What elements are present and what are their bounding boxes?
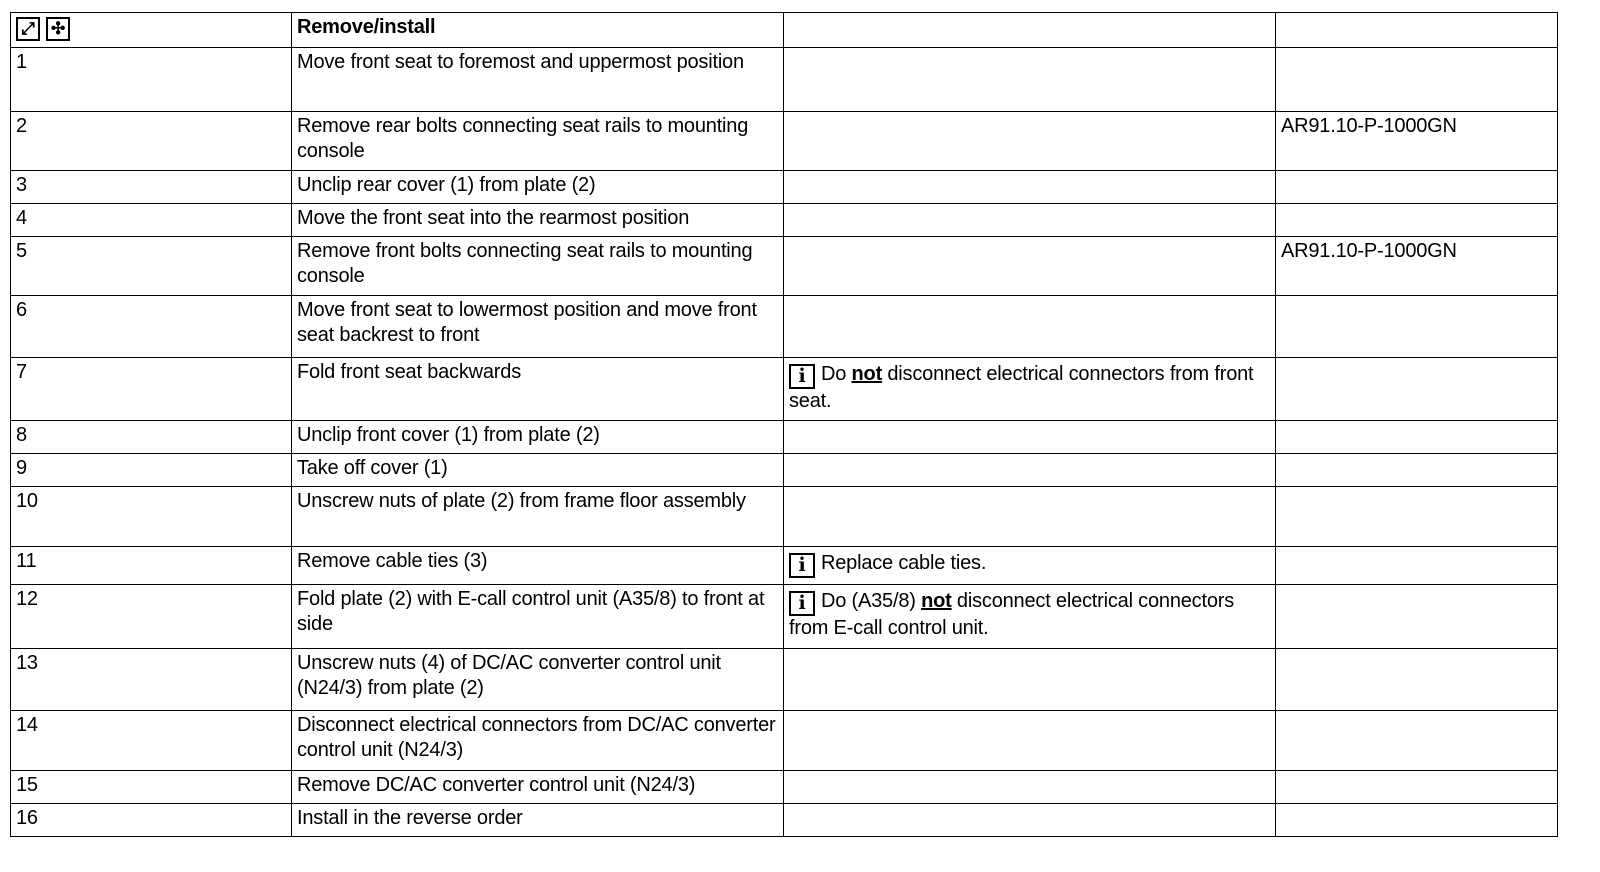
step-reference[interactable]: AR91.10-P-1000GN (1276, 112, 1558, 171)
step-text: Remove DC/AC converter control unit (N24/3) (292, 771, 784, 804)
table-header-row (11, 13, 1558, 48)
step-reference (1276, 487, 1558, 547)
table-row (11, 421, 1558, 454)
step-number: 5 (11, 237, 292, 296)
header-title: Remove/install (292, 13, 784, 48)
note-before: Do (821, 363, 852, 385)
step-text: Move front seat to foremost and uppermost position (292, 48, 784, 112)
note-emphasis: not (851, 363, 883, 385)
note-after: disconnect electrical connectors from E-call control unit. (789, 590, 1235, 639)
step-reference (1276, 171, 1558, 204)
table-row (11, 48, 1558, 112)
info-icon: i (789, 553, 815, 578)
step-note (784, 421, 1276, 454)
step-reference (1276, 771, 1558, 804)
step-note (784, 487, 1276, 547)
step-text: Take off cover (1) (292, 454, 784, 487)
step-note (784, 112, 1276, 171)
step-number: 15 (11, 771, 292, 804)
info-icon: i (789, 364, 815, 389)
step-number: 4 (11, 204, 292, 237)
step-reference (1276, 204, 1558, 237)
step-reference (1276, 358, 1558, 421)
step-note (784, 585, 1276, 649)
step-number: 9 (11, 454, 292, 487)
table-row (11, 771, 1558, 804)
header-ref-cell (1276, 13, 1558, 48)
table-row (11, 649, 1558, 711)
step-number: 10 (11, 487, 292, 547)
table-row (11, 585, 1558, 649)
note-before: Do (A35/8) (821, 590, 922, 612)
step-text: Unscrew nuts of plate (2) from frame floor assembly (292, 487, 784, 547)
table-row (11, 237, 1558, 296)
collapse-icon[interactable]: ✣ (46, 17, 70, 41)
step-number: 7 (11, 358, 292, 421)
step-number: 6 (11, 296, 292, 358)
info-icon: i (789, 591, 815, 616)
header-icons-cell (11, 13, 292, 48)
step-note (784, 771, 1276, 804)
step-text: Unscrew nuts (4) of DC/AC converter control unit (N24/3) from plate (2) (292, 649, 784, 711)
step-text: Remove cable ties (3) (292, 547, 784, 585)
step-reference (1276, 296, 1558, 358)
procedure-table (10, 12, 1558, 837)
step-note (784, 454, 1276, 487)
table-row (11, 804, 1558, 837)
step-number: 11 (11, 547, 292, 585)
table-row (11, 171, 1558, 204)
step-note (784, 358, 1276, 421)
table-row (11, 204, 1558, 237)
step-text: Move the front seat into the rearmost position (292, 204, 784, 237)
step-note (784, 204, 1276, 237)
step-reference (1276, 454, 1558, 487)
header-notes-cell (784, 13, 1276, 48)
step-number: 3 (11, 171, 292, 204)
table-row (11, 358, 1558, 421)
step-text: Unclip rear cover (1) from plate (2) (292, 171, 784, 204)
step-text: Fold plate (2) with E-call control unit (A35/8) to front at side (292, 585, 784, 649)
note-emphasis: not (921, 590, 952, 612)
step-reference (1276, 585, 1558, 649)
step-note (784, 237, 1276, 296)
step-reference (1276, 804, 1558, 837)
table-row (11, 711, 1558, 771)
expand-icon[interactable]: ⤢ (16, 17, 40, 41)
table-row (11, 296, 1558, 358)
step-number: 8 (11, 421, 292, 454)
table-row (11, 112, 1558, 171)
step-reference (1276, 547, 1558, 585)
step-text: Remove rear bolts connecting seat rails to mounting console (292, 112, 784, 171)
step-note (784, 171, 1276, 204)
step-reference (1276, 711, 1558, 771)
step-note (784, 711, 1276, 771)
step-note (784, 547, 1276, 585)
step-text: Remove front bolts connecting seat rails to mounting console (292, 237, 784, 296)
step-number: 2 (11, 112, 292, 171)
step-reference (1276, 48, 1558, 112)
table-row (11, 454, 1558, 487)
step-note (784, 48, 1276, 112)
step-text: Disconnect electrical connectors from DC/AC converter control unit (N24/3) (292, 711, 784, 771)
table-row (11, 487, 1558, 547)
step-number: 1 (11, 48, 292, 112)
table-row (11, 547, 1558, 585)
step-reference (1276, 421, 1558, 454)
note-after: disconnect electrical connectors from front seat. (789, 363, 1254, 412)
step-number: 16 (11, 804, 292, 837)
step-text: Install in the reverse order (292, 804, 784, 837)
step-reference[interactable]: AR91.10-P-1000GN (1276, 237, 1558, 296)
note-before: Replace cable ties. (821, 552, 987, 574)
step-text: Move front seat to lowermost position and move front seat backrest to front (292, 296, 784, 358)
step-number: 13 (11, 649, 292, 711)
step-note (784, 649, 1276, 711)
step-note (784, 804, 1276, 837)
step-reference (1276, 649, 1558, 711)
step-number: 12 (11, 585, 292, 649)
step-text: Fold front seat backwards (292, 358, 784, 421)
step-number: 14 (11, 711, 292, 771)
step-text: Unclip front cover (1) from plate (2) (292, 421, 784, 454)
step-note (784, 296, 1276, 358)
